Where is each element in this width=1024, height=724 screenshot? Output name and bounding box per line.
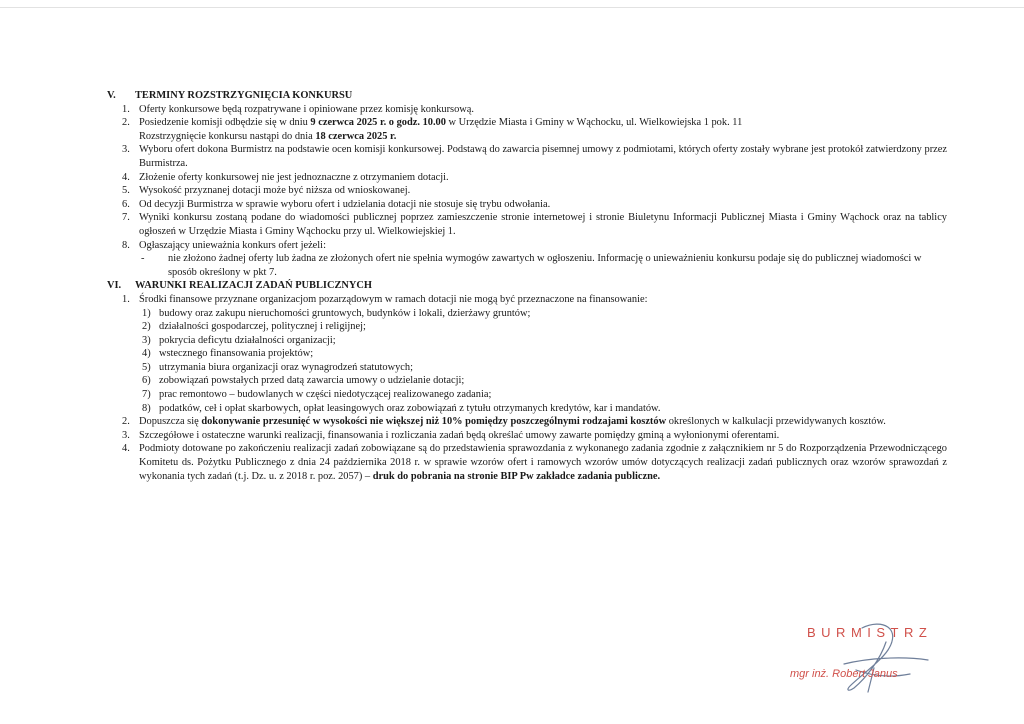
document-body (107, 89, 947, 483)
excluded-costs-list (139, 307, 947, 416)
section-number: V. (107, 90, 116, 101)
list-item: 5) utrzymania biura organizacji oraz wynagrodzeń statutowych; (142, 361, 413, 373)
list-item: 4. Podmioty dotowane po zakończeniu realizacji zadań zobowiązane są do przedstawienia sprawozdania z wykonanego zadania zgodnie z załącznikiem nr 5 do Rozporządzenia Przewodniczącego Komitetu ds. Pożytku Publicznego z dnia 24 października 2018 r. w sprawie wzorów ofert i ramowych wzorów umów dotyczących realizacji zadań publicznych oraz wzorów sprawozdań z wykonania tych zadań (t.j. Dz. u. z 2018 r. poz. 2057) – druk do pobrania na stronie BIP Pw zakładce zadania publiczne. (122, 443, 947, 482)
list-item: 1. Oferty konkursowe będą rozpatrywane i opiniowane przez komisję konkursową. (122, 103, 474, 115)
list-item: 8) podatków, ceł i opłat skarbowych, opłat leasingowych oraz zobowiązań z tytułu otrzymanych kredytów, kar i mandatów. (142, 402, 661, 414)
list-item: 6. Od decyzji Burmistrza w sprawie wyboru ofert i udzielania dotacji nie stosuje się trybu odwołania. (122, 198, 551, 210)
list-item: 7) prac remontowo – budowlanych w części niedotyczącej realizowanego zadania; (142, 389, 492, 401)
list-item: 1. Środki finansowe przyznane organizacjom pozarządowym w ramach dotacji nie mogą być przeznaczone na finansowanie: 1) budowy oraz zakupu nieruchomości gruntowych, budynków i lokali, dzierżawy gruntów; 2) działalności gospodarczej, politycznej i religijnej; 3) pokrycia deficytu działalności organizacji; 4) wstecznego finansowania projektów; 5) utrzymania biura organizacji oraz wynagrodzeń statutowych; 6) zobowiązań powstałych przed datą zawarcia umowy o udzielanie dotacji; 7) prac remontowo – budowlanych w części niedotyczącej realizowanego zadania; 8) podatków, ceł i opłat skarbowych, opłat leasingowych oraz zobowiązań z tytułu otrzymanych kredytów, kar i mandatów. (122, 293, 947, 415)
list-item: 2) działalności gospodarczej, politycznej i religijnej; (142, 321, 366, 333)
list-item: 2. Dopuszcza się dokonywanie przesunięć w wysokości nie większej niż 10% pomiędzy poszczególnymi rodzajami kosztów określonych w kalkulacji przewidywanych kosztów. (122, 416, 886, 428)
section-5-list (107, 103, 947, 253)
list-item: 1) budowy oraz zakupu nieruchomości gruntowych, budynków i lokali, dzierżawy gruntów; (142, 307, 531, 319)
list-item: 4. Złożenie oferty konkursowej nie jest jednoznaczne z otrzymaniem dotacji. (122, 171, 449, 183)
list-item: 6) zobowiązań powstałych przed datą zawarcia umowy o udzielanie dotacji; (142, 375, 465, 387)
list-item: 7. Wyniki konkursu zostaną podane do wiadomości publicznej poprzez zamieszczenie stronie internetowej i stronie Biuletynu Informacji Publicznej Miasta i Gminy Wąchock oraz na tablicy ogłoszeń w Urzędzie Miasta i Gminy Wąchocku przy ul. Wielkowiejskiej 1. (122, 212, 947, 237)
mayor-stamp (790, 620, 960, 710)
stamp-title: BURMISTRZ (807, 625, 933, 640)
list-item: 3) pokrycia deficytu działalności organizacji; (142, 334, 336, 346)
list-item: 3. Wyboru ofert dokona Burmistrz na podstawie ocen komisji konkursowej. Podstawą do zawarcia pisemnej umowy z podmiotami, których oferty zostały wybrane jest protokół zatwierdzony przez Burmistrza. (122, 144, 947, 169)
section-title: WARUNKI REALIZACJI ZADAŃ PUBLICZNYCH (135, 280, 372, 292)
cancellation-conditions (107, 252, 947, 279)
section-heading-5 (107, 89, 947, 103)
list-item: 5. Wysokość przyznanej dotacji może być niższa od wnioskowanej. (122, 185, 411, 197)
list-item: 4) wstecznego finansowania projektów; (142, 348, 314, 360)
list-item: 2. Posiedzenie komisji odbędzie się w dniu 9 czerwca 2025 r. o godz. 10.00 w Urzędzie Miasta i Gminy w Wąchocku, ul. Wielkowiejska 1 pok. 11 Rozstrzygnięcie konkursu nastąpi do dnia 18 czerwca 2025 r. (122, 117, 743, 142)
handwritten-signature (790, 620, 960, 710)
list-item: - nie złożono żadnej oferty lub żadna ze złożonych ofert nie spełnia wymogów zawartych w ogłoszeniu. Informację o unieważnieniu konkursu podaje się do publicznej wiadomości w sposób określony w pkt 7. (141, 253, 922, 278)
section-heading-6 (107, 279, 947, 293)
stamp-name: mgr inż. Robert Janus (790, 668, 898, 680)
list-item: 8. Ogłaszający unieważnia konkurs ofert jeżeli: (122, 239, 326, 251)
section-title: TERMINY ROZSTRZYGNIĘCIA KONKURSU (135, 90, 353, 101)
section-number: VI. (107, 280, 122, 292)
list-item: 3. Szczegółowe i ostateczne warunki realizacji, finansowania i rozliczania zadań będą określać umowy zawarte pomiędzy gminą a wyłonionymi oferentami. (122, 429, 780, 441)
section-6-list (107, 293, 947, 483)
top-scan-edge (0, 7, 1024, 8)
